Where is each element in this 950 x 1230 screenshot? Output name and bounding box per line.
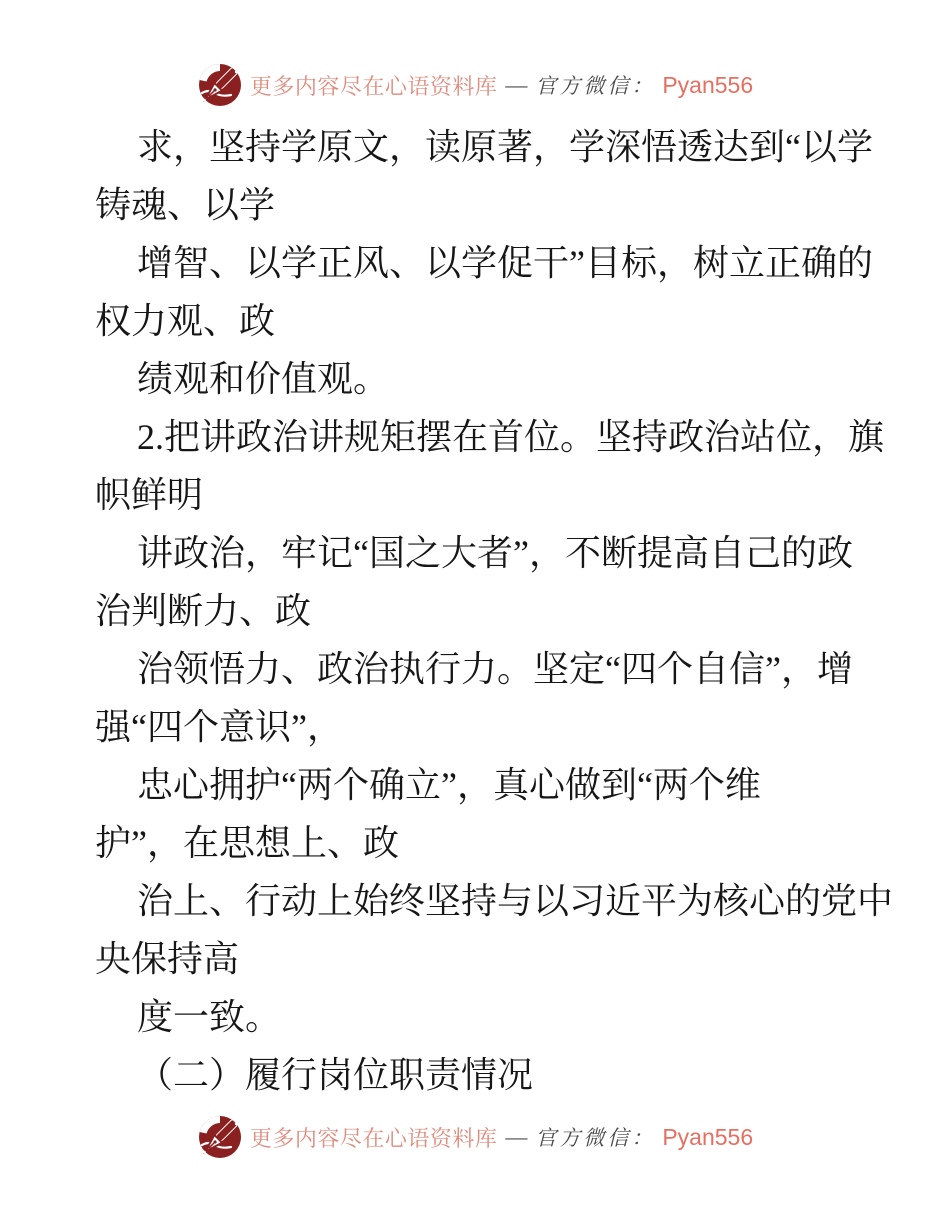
pen-circle-logo-icon: [197, 62, 243, 108]
text-line: 护”，在思想上、政: [95, 823, 399, 863]
watermark-wechat-label: 官方微信：: [535, 74, 656, 98]
watermark-wechat-id: Pyan556: [662, 71, 754, 98]
watermark-footer: [0, 1114, 950, 1160]
text-line: 权力观、政: [95, 301, 276, 341]
watermark-brand-text: 更多内容尽在心语资料库: [249, 73, 498, 99]
watermark-dash: —: [505, 1124, 528, 1149]
text-line: 央保持高: [95, 939, 240, 979]
text-line: 绩观和价值观。: [137, 359, 390, 399]
pen-circle-logo-icon: [197, 1114, 243, 1160]
document-body: [0, 118, 950, 1104]
watermark-wechat-id: Pyan556: [662, 1123, 754, 1150]
text-line: 铸魂、以学: [95, 185, 276, 225]
text-line: 求，坚持学原文，读原著，学深悟透达到“以学: [137, 127, 873, 167]
text-line: 忠心拥护“两个确立”，真心做到“两个维: [137, 765, 761, 805]
text-line: 讲政治，牢记“国之大者”，不断提高自己的政: [137, 533, 853, 573]
text-line: 2.把讲政治讲规矩摆在首位。坚持政治站位，旗: [137, 417, 885, 457]
text-line: 强“四个意识”，: [95, 707, 343, 747]
watermark-brand-text: 更多内容尽在心语资料库: [249, 1125, 498, 1151]
text-line: 治判断力、政: [95, 591, 312, 631]
text-line: （二）履行岗位职责情况: [137, 1055, 534, 1095]
text-line: 治上、行动上始终坚持与以习近平为核心的党中: [137, 881, 894, 921]
text-line: 增智、以学正风、以学促干”目标，树立正确的: [137, 243, 873, 283]
watermark-header: [0, 62, 950, 108]
text-line: 度一致。: [137, 997, 282, 1037]
text-line: 帜鲜明: [95, 475, 204, 515]
text-line: 治领悟力、政治执行力。坚定“四个自信”，增: [137, 649, 853, 689]
watermark-dash: —: [505, 72, 528, 97]
watermark-wechat-label: 官方微信：: [535, 1126, 656, 1150]
